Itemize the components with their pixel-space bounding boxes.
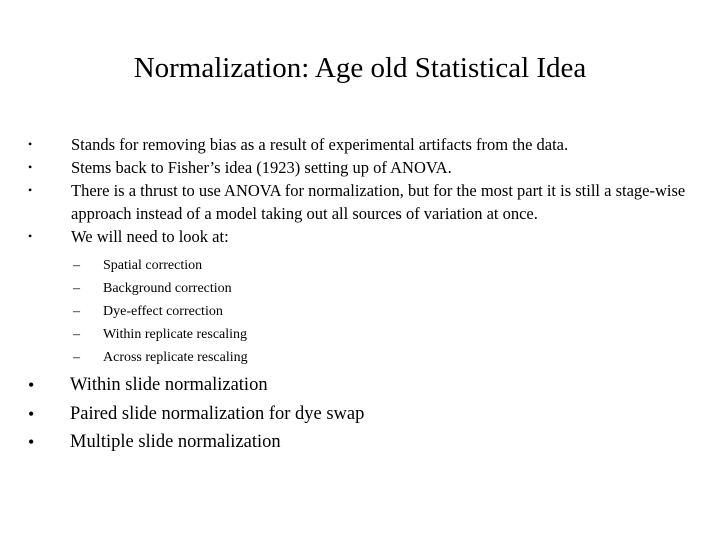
list-item <box>28 133 708 156</box>
list-item <box>28 225 708 248</box>
sub-bullet-text: Dye-effect correction <box>103 304 223 319</box>
list-item <box>73 277 248 300</box>
sub-bullet-text: Within replicate rescaling <box>103 327 248 342</box>
sub-bullet-text: Spatial correction <box>103 258 203 273</box>
dash-icon: – <box>73 304 80 319</box>
sub-bullet-list <box>73 254 248 369</box>
bullet-icon: • <box>28 229 33 243</box>
main-bullet-text: Multiple slide normalization <box>70 432 281 452</box>
bullet-icon: • <box>28 160 33 174</box>
list-item <box>28 428 364 457</box>
list-item <box>28 156 708 179</box>
bullet-icon: • <box>28 183 33 197</box>
bullet-icon: • <box>28 432 35 452</box>
list-item <box>73 254 248 277</box>
bullet-icon: • <box>28 375 35 395</box>
bullet-icon: • <box>28 137 33 151</box>
list-item <box>73 300 248 323</box>
bullet-text: We will need to look at: <box>71 227 229 246</box>
dash-icon: – <box>73 258 80 273</box>
bullet-icon: • <box>28 403 35 424</box>
main-bullet-text: Paired slide normalization for dye swap <box>70 403 365 424</box>
slide-title: Normalization: Age old Statistical Idea <box>133 52 587 84</box>
list-item <box>28 400 364 429</box>
dash-icon: – <box>73 350 80 365</box>
list-item <box>28 179 708 225</box>
list-item <box>28 371 364 400</box>
list-item <box>73 346 248 369</box>
sub-bullet-text: Across replicate rescaling <box>103 350 248 365</box>
bullet-text: Stems back to Fisher’s idea (1923) setting up of ANOVA. <box>71 158 452 177</box>
sub-bullet-text: Background correction <box>103 281 232 296</box>
dash-icon: – <box>73 281 80 296</box>
main-bullet-text: Within slide normalization <box>70 375 268 395</box>
bullet-text: There is a thrust to use ANOVA for normalization, but for the most part it is still a stage-wise approach instead of a model taking out all sources of variation at once. <box>71 181 686 223</box>
dash-icon: – <box>73 327 80 342</box>
bullet-list <box>28 133 708 248</box>
bullet-text: Stands for removing bias as a result of experimental artifacts from the data. <box>71 135 569 154</box>
list-item <box>73 323 248 346</box>
main-bullet-list <box>28 371 364 457</box>
